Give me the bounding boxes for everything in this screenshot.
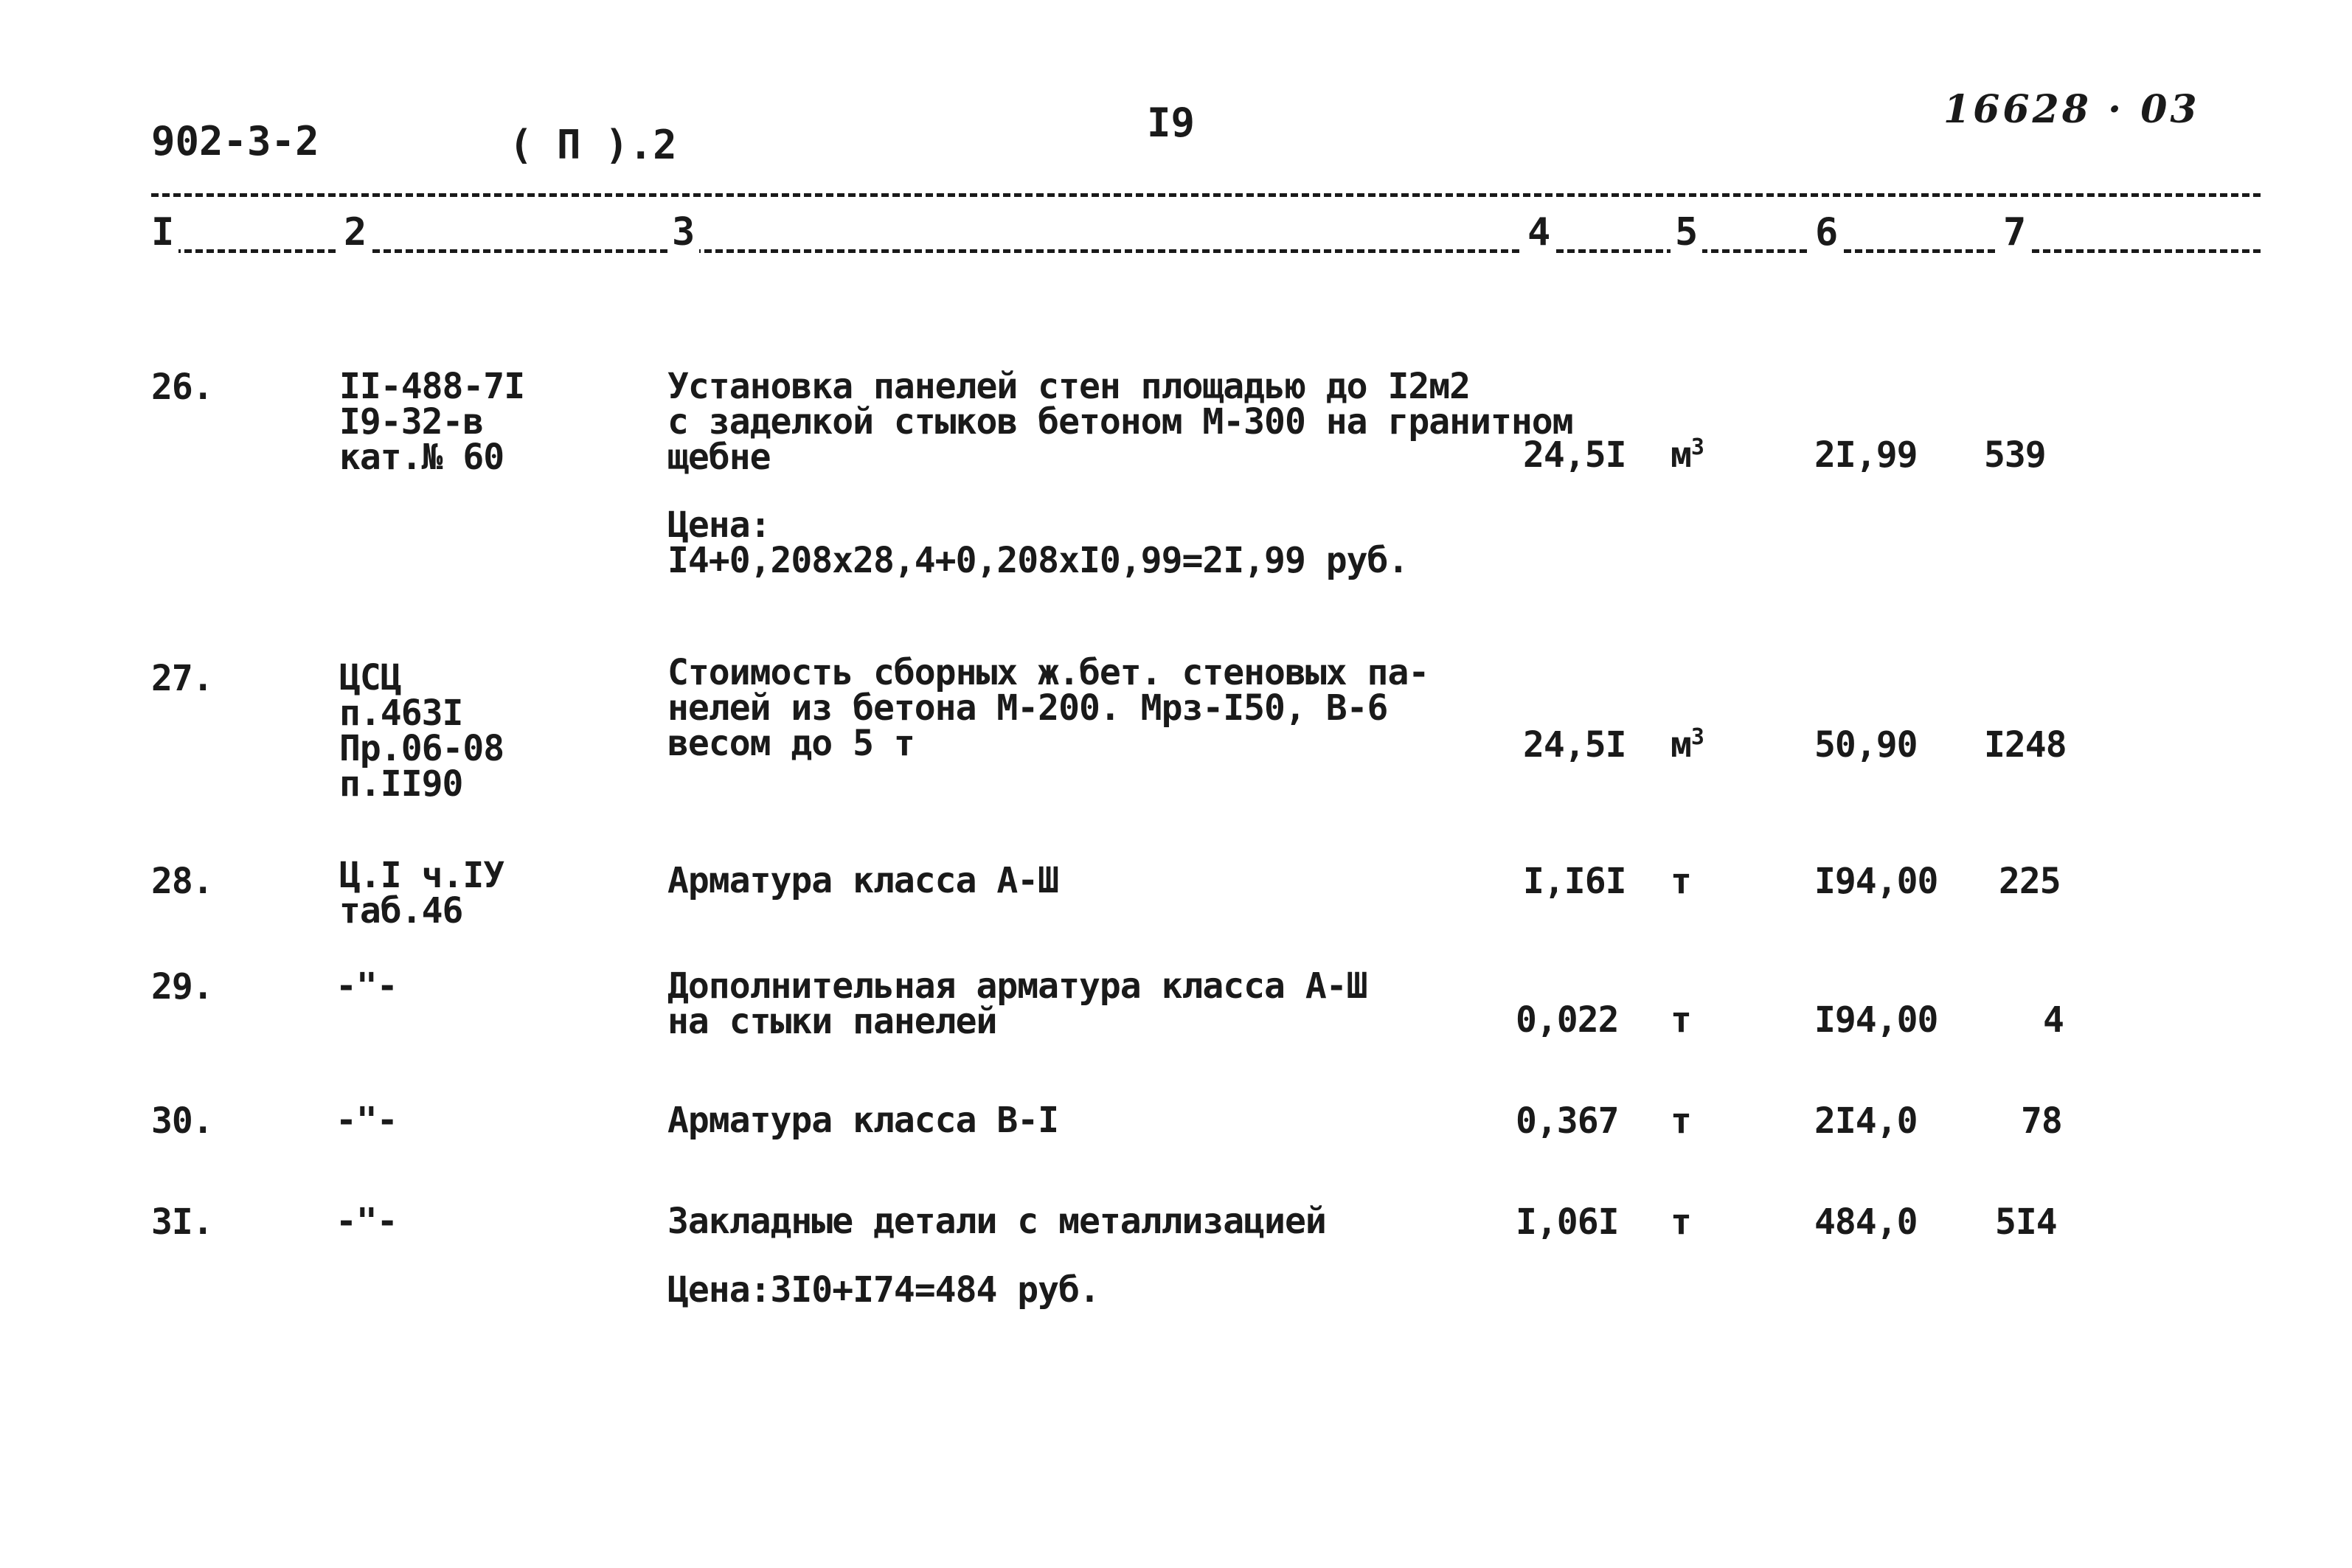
description-line: Установка панелей стен площадью до I2м2 <box>667 366 1471 407</box>
row-unit: т <box>1671 999 1691 1041</box>
row-number: 27. <box>151 658 213 699</box>
row-unit <box>1671 434 1704 476</box>
row-description <box>667 965 1367 1042</box>
row-description <box>667 366 1573 478</box>
row-total: I248 <box>1984 724 2067 766</box>
header-rule-top <box>151 193 2261 197</box>
row-note <box>667 1269 1100 1311</box>
description-line: Арматура класса В-I <box>667 1100 1059 1141</box>
description-line: Дополнительная арматура класса А-Ш <box>667 965 1367 1007</box>
reference-line: II-488-7I <box>339 366 525 407</box>
description-line: на стыки панелей <box>667 1001 997 1042</box>
column-number-2: 2 <box>339 210 371 254</box>
row-description <box>667 1100 1059 1141</box>
column-number-6: 6 <box>1811 210 1842 254</box>
row-number: 3I. <box>151 1201 213 1243</box>
row-unit: т <box>1671 861 1691 902</box>
column-number-3: 3 <box>667 210 699 254</box>
document-code: 902-3-2 <box>151 118 319 164</box>
row-price: I94,00 <box>1814 999 1938 1041</box>
reference-line: кат.№ 60 <box>339 437 504 478</box>
column-number-1: I <box>151 210 178 254</box>
reference-line: таб.46 <box>339 890 463 932</box>
row-quantity: 24,5I <box>1523 724 1626 766</box>
reference-line: п.II90 <box>339 763 463 805</box>
note-line: Цена:3I0+I74=484 руб. <box>667 1269 1100 1311</box>
document-part: ( П ).2 <box>509 122 677 168</box>
unit-text: м <box>1671 724 1691 766</box>
row-total: 539 <box>1984 434 2046 476</box>
row-reference <box>336 1100 398 1141</box>
handwritten-number: 16628 · 03 <box>1943 87 2200 132</box>
row-price: 2I,99 <box>1814 434 1918 476</box>
row-reference <box>339 657 504 805</box>
unit-text: м <box>1671 434 1691 476</box>
row-unit <box>1671 724 1704 766</box>
column-number-5: 5 <box>1671 210 1702 254</box>
description-line: нелей из бетона М-200. Мрз-I50, В-6 <box>667 687 1388 729</box>
row-reference <box>339 366 525 478</box>
row-description <box>667 652 1429 764</box>
column-number-4: 4 <box>1523 210 1555 254</box>
row-reference <box>339 855 504 932</box>
row-quantity: 0,022 <box>1516 999 1619 1041</box>
description-line: Стоимость сборных ж.бет. стеновых па- <box>667 652 1429 693</box>
description-line: с заделкой стыков бетоном М-300 на гранитном <box>667 401 1573 443</box>
row-price: 50,90 <box>1814 724 1918 766</box>
row-reference <box>336 1201 398 1242</box>
row-description <box>667 1201 1326 1242</box>
note-line: Цена: <box>667 504 771 546</box>
reference-line: п.463I <box>339 693 463 734</box>
page-number: I9 <box>1147 100 1196 146</box>
column-number-7: 7 <box>1999 210 2030 254</box>
reference-line: I9-32-в <box>339 401 484 443</box>
row-quantity: 0,367 <box>1516 1100 1619 1142</box>
description-line: щебне <box>667 437 771 478</box>
row-total: 78 <box>2021 1100 2062 1142</box>
row-number: 29. <box>151 966 213 1007</box>
row-quantity: I,I6I <box>1523 861 1626 902</box>
row-price: 2I4,0 <box>1814 1100 1918 1142</box>
row-note <box>667 504 1409 581</box>
unit-superscript: 3 <box>1690 434 1704 460</box>
row-total: 5I4 <box>1995 1201 2057 1243</box>
row-unit: т <box>1671 1201 1691 1243</box>
description-line: Закладные детали с металлизацией <box>667 1201 1326 1242</box>
reference-line: -"- <box>336 1100 398 1141</box>
row-quantity: 24,5I <box>1523 434 1626 476</box>
note-line: I4+0,208х28,4+0,208хI0,99=2I,99 руб. <box>667 540 1409 581</box>
row-price: 484,0 <box>1814 1201 1918 1243</box>
unit-superscript: 3 <box>1690 724 1704 750</box>
row-total: 225 <box>1999 861 2061 902</box>
row-total: 4 <box>2043 999 2064 1041</box>
row-quantity: I,06I <box>1516 1201 1619 1243</box>
reference-line: ЦСЦ <box>339 657 401 698</box>
row-number: 28. <box>151 861 213 902</box>
description-line: Арматура класса А-Ш <box>667 860 1059 901</box>
reference-line: Ц.I ч.IУ <box>339 855 504 896</box>
header-rule-bottom <box>151 249 2261 253</box>
row-number: 26. <box>151 367 213 408</box>
row-description <box>667 860 1059 901</box>
row-number: 30. <box>151 1100 213 1142</box>
row-unit: т <box>1671 1100 1691 1142</box>
reference-line: -"- <box>336 965 398 1007</box>
row-reference <box>336 965 398 1007</box>
reference-line: Пр.06-08 <box>339 728 504 769</box>
reference-line: -"- <box>336 1201 398 1242</box>
row-price: I94,00 <box>1814 861 1938 902</box>
description-line: весом до 5 т <box>667 723 915 764</box>
